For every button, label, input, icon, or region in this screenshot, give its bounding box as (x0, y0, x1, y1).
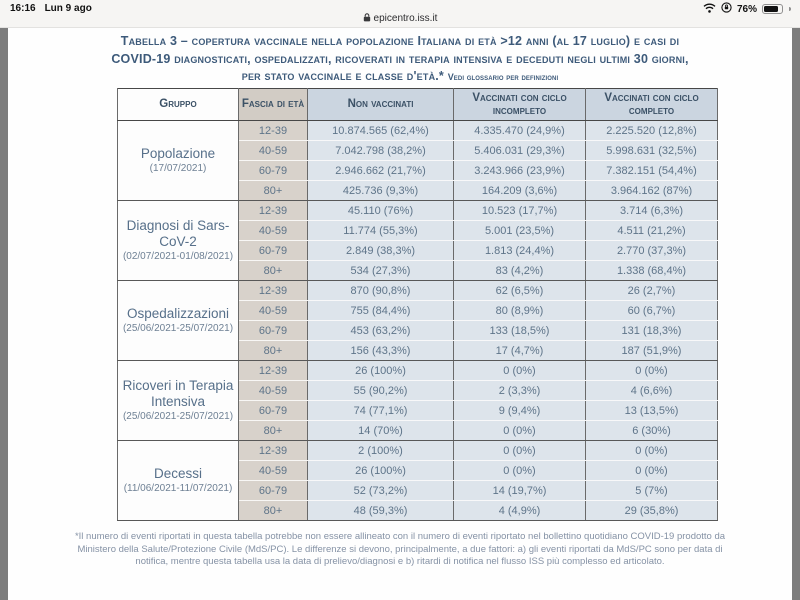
value-cell: 755 (84,4%) (308, 301, 454, 321)
value-cell: 156 (43,3%) (308, 341, 454, 361)
lock-icon (363, 13, 371, 22)
value-cell: 10.523 (17,7%) (454, 201, 586, 221)
value-cell: 4.511 (21,2%) (586, 221, 718, 241)
age-cell: 40-59 (239, 461, 308, 481)
group-label (118, 201, 239, 281)
value-cell: 870 (90,8%) (308, 281, 454, 301)
table-row (118, 361, 718, 381)
age-cell: 80+ (239, 261, 308, 281)
group-name: Popolazione (140, 146, 216, 161)
group-dates: (02/07/2021-01/08/2021) (122, 251, 234, 262)
age-cell: 40-59 (239, 141, 308, 161)
address-url: epicentro.iss.it (373, 13, 438, 24)
group-diagnosi (118, 201, 718, 281)
group-label (118, 361, 239, 441)
value-cell: 1.338 (68,4%) (586, 261, 718, 281)
value-cell: 0 (0%) (454, 421, 586, 441)
value-cell: 5.001 (23,5%) (454, 221, 586, 241)
pdf-page (8, 28, 792, 600)
value-cell: 0 (0%) (454, 441, 586, 461)
value-cell: 14 (19,7%) (454, 481, 586, 501)
table-row (118, 121, 718, 141)
table-title-text: Tabella 3 – copertura vaccinale nella popolazione Italiana di età >12 anni (al 17 luglio) e casi di COVID-19 diagnosticati, ospedalizzati, ricoverati in terapia intensiva e deceduti negli ultimi 30 giorni, per stato vaccinale e classe d'età.* (111, 34, 689, 83)
glossary-note-text: Vedi glossario per definizioni (447, 72, 559, 82)
group-label (118, 281, 239, 361)
value-cell: 3.714 (6,3%) (586, 201, 718, 221)
value-cell: 52 (73,2%) (308, 481, 454, 501)
group-terapia-intensiva (118, 361, 718, 441)
value-cell: 55 (90,2%) (308, 381, 454, 401)
table-row (118, 201, 718, 221)
value-cell: 74 (77,1%) (308, 401, 454, 421)
header-row (118, 89, 718, 121)
value-cell: 0 (0%) (454, 461, 586, 481)
value-cell: 4 (4,9%) (454, 501, 586, 521)
group-decessi (118, 441, 718, 521)
value-cell: 131 (18,3%) (586, 321, 718, 341)
table-row (118, 281, 718, 301)
age-cell: 12-39 (239, 281, 308, 301)
age-cell: 12-39 (239, 121, 308, 141)
value-cell: 2.946.662 (21,7%) (308, 161, 454, 181)
value-cell: 80 (8,9%) (454, 301, 586, 321)
col-header-ciclo-completo: Vaccinati con ciclo completo (586, 89, 718, 121)
battery-nub (789, 7, 791, 11)
value-cell: 11.774 (55,3%) (308, 221, 454, 241)
age-cell: 60-79 (239, 161, 308, 181)
value-cell: 62 (6,5%) (454, 281, 586, 301)
group-popolazione (118, 121, 718, 201)
value-cell: 425.736 (9,3%) (308, 181, 454, 201)
value-cell: 7.382.151 (54,4%) (586, 161, 718, 181)
value-cell: 45.110 (76%) (308, 201, 454, 221)
age-cell: 60-79 (239, 481, 308, 501)
value-cell: 0 (0%) (586, 461, 718, 481)
value-cell: 5.406.031 (29,3%) (454, 141, 586, 161)
value-cell: 10.874.565 (62,4%) (308, 121, 454, 141)
value-cell: 9 (9,4%) (454, 401, 586, 421)
group-dates: (17/07/2021) (149, 163, 207, 174)
value-cell: 3.243.966 (23,9%) (454, 161, 586, 181)
group-dates: (11/06/2021-11/07/2021) (123, 483, 233, 494)
value-cell: 5 (7%) (586, 481, 718, 501)
status-time: 16:16 (10, 3, 36, 14)
group-name: Ospedalizzazioni (126, 306, 230, 321)
value-cell: 26 (100%) (308, 361, 454, 381)
value-cell: 6 (30%) (586, 421, 718, 441)
age-cell: 80+ (239, 181, 308, 201)
col-header-gruppo: Gruppo (118, 89, 239, 121)
value-cell: 4 (6,6%) (586, 381, 718, 401)
value-cell: 5.998.631 (32,5%) (586, 141, 718, 161)
group-dates: (25/06/2021-25/07/2021) (122, 323, 234, 334)
value-cell: 7.042.798 (38,2%) (308, 141, 454, 161)
col-header-ciclo-incompleto: Vaccinati con ciclo incompleto (454, 89, 586, 121)
age-cell: 40-59 (239, 221, 308, 241)
age-cell: 12-39 (239, 441, 308, 461)
col-header-non-vaccinati: Non vaccinati (308, 89, 454, 121)
table-row (118, 441, 718, 461)
group-label (118, 121, 239, 201)
value-cell: 13 (13,5%) (586, 401, 718, 421)
age-cell: 40-59 (239, 381, 308, 401)
value-cell: 0 (0%) (586, 441, 718, 461)
value-cell: 0 (0%) (586, 361, 718, 381)
value-cell: 2 (3,3%) (454, 381, 586, 401)
group-ospedalizzazioni (118, 281, 718, 361)
age-cell: 12-39 (239, 361, 308, 381)
value-cell: 4.335.470 (24,9%) (454, 121, 586, 141)
age-cell: 80+ (239, 341, 308, 361)
age-cell: 80+ (239, 501, 308, 521)
footnote: *Il numero di eventi riportati in questa tabella potrebbe non essere allineato con il numero di eventi riportato nel bollettino quotidiano COVID-19 prodotto da Ministero della Salute/Protezione Civile (MdS/PC). Le differenze si devono, principalmente, a due fattori: a) gli eventi riportati da MdS/PC sono per data di notifica, mentre questa tabella usa la data di prelievo/diagnosi e b) ritardi di notifica nel flusso ISS più complesso ed articolato. (74, 531, 726, 567)
status-date: Lun 9 ago (44, 3, 92, 14)
vaccination-table (117, 88, 718, 521)
value-cell: 2.225.520 (12,8%) (586, 121, 718, 141)
age-cell: 80+ (239, 421, 308, 441)
group-name: Decessi (153, 466, 202, 481)
battery-percent: 76% (736, 3, 757, 15)
age-cell: 60-79 (239, 321, 308, 341)
value-cell: 83 (4,2%) (454, 261, 586, 281)
group-name: Diagnosi di Sars-CoV-2 (126, 218, 230, 249)
value-cell: 17 (4,7%) (454, 341, 586, 361)
age-cell: 60-79 (239, 241, 308, 261)
value-cell: 1.813 (24,4%) (454, 241, 586, 261)
value-cell: 453 (63,2%) (308, 321, 454, 341)
value-cell: 26 (100%) (308, 461, 454, 481)
value-cell: 534 (27,3%) (308, 261, 454, 281)
value-cell: 3.964.162 (87%) (586, 181, 718, 201)
value-cell: 187 (51,9%) (586, 341, 718, 361)
value-cell: 2.849 (38,3%) (308, 241, 454, 261)
value-cell: 14 (70%) (308, 421, 454, 441)
glossary-note (448, 72, 559, 82)
group-label (118, 441, 239, 521)
address-bar[interactable] (0, 13, 800, 27)
value-cell: 2 (100%) (308, 441, 454, 461)
value-cell: 0 (0%) (454, 361, 586, 381)
group-name: Ricoveri in Terapia Intensiva (122, 378, 234, 409)
value-cell: 133 (18,5%) (454, 321, 586, 341)
age-cell: 40-59 (239, 301, 308, 321)
status-bar (0, 0, 800, 28)
value-cell: 2.770 (37,3%) (586, 241, 718, 261)
value-cell: 164.209 (3,6%) (454, 181, 586, 201)
col-header-fascia-eta: Fascia di età (239, 89, 308, 121)
age-cell: 60-79 (239, 401, 308, 421)
value-cell: 48 (59,3%) (308, 501, 454, 521)
value-cell: 60 (6,7%) (586, 301, 718, 321)
value-cell: 29 (35,8%) (586, 501, 718, 521)
table-title (8, 33, 792, 87)
value-cell: 26 (2,7%) (586, 281, 718, 301)
age-cell: 12-39 (239, 201, 308, 221)
group-dates: (25/06/2021-25/07/2021) (122, 411, 234, 422)
